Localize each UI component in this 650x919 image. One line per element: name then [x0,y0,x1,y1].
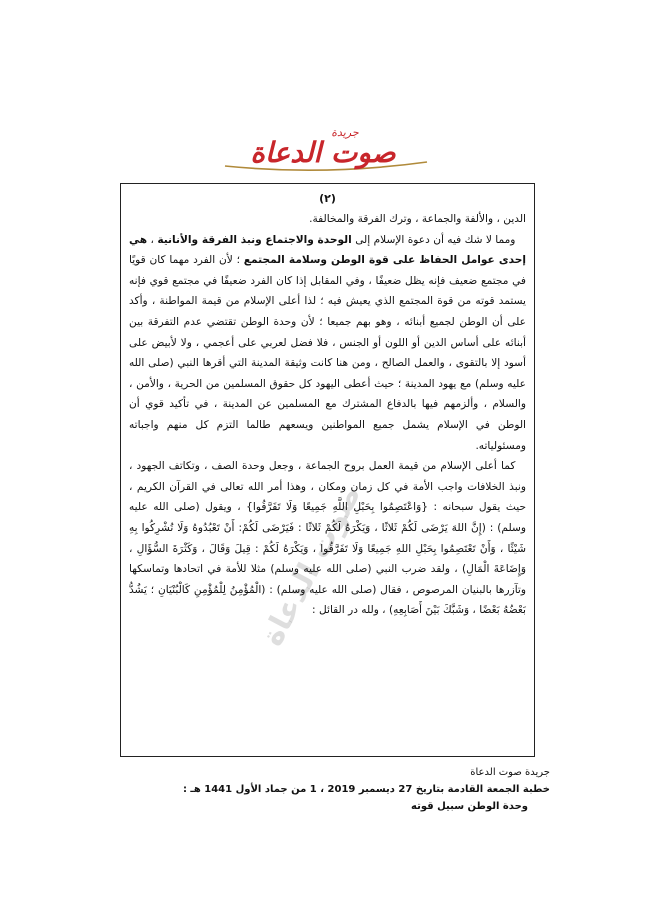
article-footer [110,764,550,815]
newspaper-masthead [0,120,650,180]
masthead-small-word: جريدة [331,126,359,139]
paragraph-unity-comma: ، [150,233,154,246]
paragraph-unity-emphasis-2: هي إحدى عوامل الحفاظ على قوة الوطن وسلامة المجتمع [129,233,527,267]
paragraph-unity-lead: ومما لا شك فيه أن دعوة الإسلام إلى [355,233,516,246]
paragraph-unity-emphasis: الوحدة والاجتماع ونبذ الفرقة والأنانية [157,233,352,246]
page-number: (٢) [319,192,336,205]
footer-newspaper: جريدة صوت الدعاة [470,767,550,778]
masthead-logo [195,120,455,180]
paragraph-unity [129,230,526,457]
paragraph-community [129,456,526,621]
paragraph-community-body: كما أعلى الإسلام من قيمة العمل بروح الجماعة ، وجعل وحدة الصف ، وتكاتف الجهود ، ونبذ الخلافات واجب الأمة في كل زمان ومكان ، وهذا أمر الله تعالى في القرآن الكريم ، حيث يقول سبحانه : {وَاعْتَصِمُوا بِحَبْلِ اللَّهِ جَمِيعًا وَلَا تَفَرَّقُوا} ، ويقول (صلى الله عليه وسلم) : (إِنَّ اللهَ يَرْضَى لَكُمْ ثَلاثًا ، وَيَكْرَهُ لَكُمْ ثَلاثًا : فَيَرْضَى لَكُمْ: أَنْ تَعْبُدُوهُ وَلَا تُشْرِكُوا بِهِ شَيْئًا ، وَأَنْ تَعْتَصِمُوا بِحَبْلِ اللهِ جَمِيعًا وَلَا تَفَرَّقُوا ، وَيَكْرَهُ لَكُمْ : قِيلَ وَقَالَ ، وَكَثْرَةَ السُّؤَالِ ، وَإِضَاعَةَ الْمَالِ) ، ولقد ضرب النبي (صلى الله عليه وسلم) مثلا للأمة في اتحادها وتماسكها وتآزرها بالبنيان المرصوص ، فقال (صلى الله عليه وسلم) : (الْمُؤْمِنُ لِلْمُؤْمِنِ كَالْبُنْيَانِ ؛ يَشُدُّ بَعْضُهُ بَعْضًا ، وَشَبَّكَ بَيْنَ أَصَابِعِهِ) ، ولله در القائل : [129,460,526,617]
paragraph-unity-body: ؛ لأن الفرد مهما كان قويًا في مجتمع ضعيف فإنه يظل ضعيفًا ، وفي المقابل إذا كان الفرد ضعيفًا في مجتمع قوي فإنه يستمد قوته من قوة المجتمع الذي يعيش فيه ؛ لذا أعلى الإسلام من قيمة المواطنة ، وأكد على أن الوطن لجميع أبنائه ، وهو بهم جميعا ؛ لأن وحدة الوطن تقتضي عدم التفرقة بين أبنائه على أساس الدين أو اللون أو الجنس ، فلا فضل لعربي على أعجمي ، ولا لأبيض على أسود إلا بالتقوى ، والعمل الصالح ، ومن هنا كانت وثيقة المدينة التي أقرها النبي (صلى الله عليه وسلم) مع يهود المدينة ؛ حيث أعطى اليهود كل حقوق المسلمين من الحرية ، والأمن ، والسلام ، وألزمهم فيها بالدفاع المشترك مع المسلمين عن المدينة ، في تأكيد قوي أن الوطن في الإسلام يشمل جميع المواطنين ويسعهم طالما التزم كل منهم واجباته ومسئولياته. [129,254,526,452]
footer-sermon-title: وحدة الوطن سبيل قوته [411,801,528,812]
footer-sermon-date: خطبة الجمعة القادمة بتاريخ 27 ديسمبر 2019 ، 1 من جماد الأول 1441 هـ : [182,784,550,795]
paragraph-intro-line: الدين ، والألفة والجماعة ، وترك الفرقة والمخالفة. [309,213,526,225]
watermark-text: صوت الدعاة [254,479,369,652]
masthead-title: صوت الدعاة [250,136,396,169]
article-frame [120,183,535,757]
article-body [129,209,526,621]
